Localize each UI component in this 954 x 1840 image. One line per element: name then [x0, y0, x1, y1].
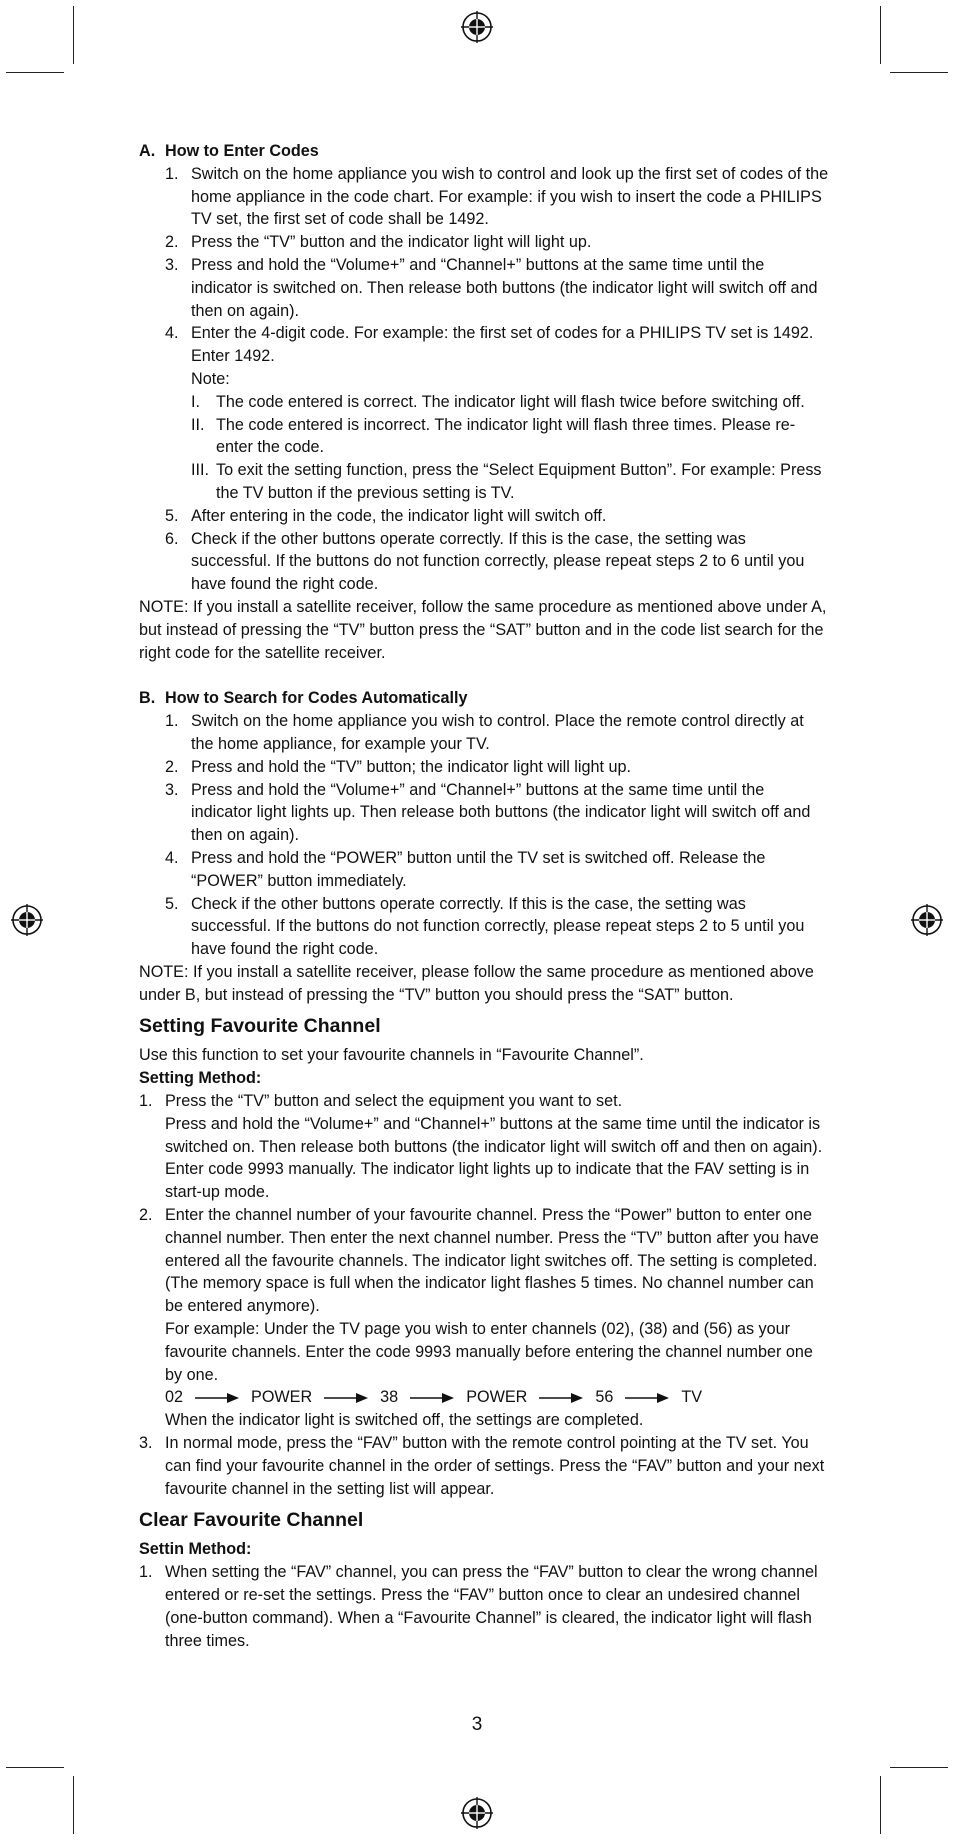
flow-token: POWER: [251, 1388, 313, 1407]
section-b-steps: [139, 710, 829, 961]
list-item: [139, 1561, 829, 1652]
section-b-note: NOTE: If you install a satellite receiver, please follow the same procedure as mentioned above under B, but instead of pressing the “TV” button you should press the “SAT” button.: [139, 962, 814, 1004]
crop-mark: [6, 1767, 64, 1768]
step-text: Check if the other buttons operate correctly. If this is the case, the setting was successful. If the buttons do not function correctly, please repeat steps 2 to 6 until you have found the right code.: [191, 529, 805, 594]
list-item: [139, 505, 829, 528]
flow-token: POWER: [466, 1388, 528, 1407]
favourite-steps: [139, 1090, 829, 1500]
list-item: [139, 254, 829, 322]
page-number: 3: [471, 1714, 483, 1735]
note-text: The code entered is incorrect. The indicator light will flash three times. Please re-enter the code.: [216, 415, 796, 457]
step-number: 4.: [165, 848, 179, 867]
list-item: [139, 322, 829, 504]
right-arrow-icon: [324, 1392, 368, 1404]
step-number: 1.: [139, 1092, 153, 1111]
setting-method-label: Setting Method:: [139, 1069, 262, 1088]
flow-token: TV: [681, 1388, 703, 1407]
crop-mark: [890, 72, 948, 73]
roman-number: III.: [191, 461, 209, 480]
crop-mark: [890, 1767, 948, 1768]
list-item: [139, 1090, 829, 1204]
roman-number: I.: [191, 392, 200, 411]
step-text: Check if the other buttons operate correctly. If this is the case, the setting was successful. If the buttons do not function correctly, please repeat steps 2 to 5 until you have found the right code.: [191, 894, 805, 959]
list-item: [139, 528, 829, 596]
list-item: [139, 847, 829, 893]
clear-heading: Clear Favourite Channel: [139, 1509, 364, 1532]
step-number: 1.: [165, 712, 179, 731]
step-number: 3.: [139, 1434, 153, 1453]
step-text: Enter the channel number of your favourite channel. Press the “Power” button to enter one channel number. Then enter the next channel number. Press the “TV” button after you have entered all the favourite channels. The indicator light switches off. The setting is completed. (The memory space is full when the indicator light flashes 5 times. No channel number can be entered anymore).: [165, 1206, 819, 1316]
right-arrow-icon: [539, 1392, 583, 1404]
section-b-heading: [139, 687, 829, 710]
page-content: [139, 140, 829, 1652]
step-text: Press and hold the “POWER” button until the TV set is switched off. Release the “POWER” button immediately.: [191, 848, 766, 890]
note-list: [191, 391, 829, 505]
step-text: Switch on the home appliance you wish to control. Place the remote control directly at the home appliance, for example your TV.: [191, 712, 804, 753]
settin-method-label: Settin Method:: [139, 1540, 252, 1559]
list-item: [139, 163, 829, 231]
step-text: Press and hold the “Volume+” and “Channel+” buttons at the same time until the indicator light lights up. Then release both buttons (the indicator light will switch off and then on again).: [191, 780, 811, 845]
list-item: [139, 756, 829, 779]
step-text: Switch on the home appliance you wish to control and look up the first set of codes of the home appliance in the code chart. For example: if you wish to insert the code a PHILIPS TV set, the first set of code shall be 1492.: [191, 164, 829, 229]
step-text: Press and hold the “Volume+” and “Channel+” buttons at the same time until the indicator is switched on. Then release both buttons (the indicator light will switch off and then on again).: [191, 255, 818, 320]
list-item: [139, 1432, 829, 1500]
channel-flow: [165, 1386, 829, 1409]
section-a-heading: [139, 140, 829, 163]
crop-mark: [880, 6, 881, 64]
step-text: Enter the 4-digit code. For example: the first set of codes for a PHILIPS TV set is 1492. Enter 1492.: [191, 324, 814, 366]
flow-token: 02: [165, 1388, 184, 1407]
list-item: [139, 710, 829, 756]
step-number: 2.: [165, 233, 179, 252]
note-item: [191, 391, 829, 414]
note-item: [191, 414, 829, 460]
registration-target-icon: [460, 1796, 494, 1830]
right-arrow-icon: [195, 1392, 239, 1404]
step-text: Press and hold the “TV” button; the indicator light will light up.: [191, 757, 631, 776]
step-number: 6.: [165, 529, 179, 548]
step-text: Press and hold the “Volume+” and “Channel+” buttons at the same time until the indicator is switched on. Then release both buttons (the indicator light will switch off and then on again).: [165, 1114, 823, 1156]
roman-number: II.: [191, 415, 205, 434]
clear-steps: [139, 1561, 829, 1652]
step-text: Enter code 9993 manually. The indicator light lights up to indicate that the FAV setting is in start-up mode.: [165, 1160, 810, 1202]
right-arrow-icon: [625, 1392, 669, 1404]
step-number: 2.: [165, 757, 179, 776]
crop-mark: [6, 72, 64, 73]
step-text: Press the “TV” button and select the equipment you want to set.: [165, 1092, 623, 1111]
crop-mark: [880, 1776, 881, 1834]
note-item: [191, 459, 829, 505]
step-text: In normal mode, press the “FAV” button with the remote control pointing at the TV set. You can find your favourite channel in the order of settings. Press the “FAV” button and your next favourite channel in the setting list will appear.: [165, 1434, 825, 1498]
step-number: 5.: [165, 506, 179, 525]
step-number: 5.: [165, 894, 179, 913]
crop-mark: [73, 6, 74, 64]
right-arrow-icon: [410, 1392, 454, 1404]
section-a-note: NOTE: If you install a satellite receiver, follow the same procedure as mentioned above under A, but instead of pressing the “TV” button press the “SAT” button and in the code list search for the right code for the satellite receiver.: [139, 597, 827, 662]
step-number: 2.: [139, 1206, 153, 1225]
crop-mark: [73, 1776, 74, 1834]
section-letter: A.: [139, 142, 156, 160]
step-number: 3.: [165, 780, 179, 799]
step-number: 4.: [165, 324, 179, 343]
registration-target-icon: [10, 903, 44, 937]
step-text: After entering in the code, the indicator light will switch off.: [191, 506, 607, 525]
favourite-heading: Setting Favourite Channel: [139, 1015, 381, 1038]
flow-token: 56: [595, 1388, 614, 1407]
section-a-steps: [139, 163, 829, 596]
note-text: To exit the setting function, press the “Select Equipment Button”. For example: Press the TV button if the previous setting is TV.: [216, 461, 822, 502]
list-item: [139, 779, 829, 847]
note-text: The code entered is correct. The indicator light will flash twice before switching off.: [216, 392, 805, 411]
step-number: 3.: [165, 255, 179, 274]
registration-target-icon: [910, 903, 944, 937]
list-item: [139, 893, 829, 961]
section-letter: B.: [139, 689, 156, 708]
step-number: 1.: [139, 1563, 153, 1582]
section-title: How to Search for Codes Automatically: [165, 689, 468, 708]
note-label: Note:: [191, 369, 230, 388]
list-item: [139, 1204, 829, 1432]
step-text: For example: Under the TV page you wish to enter channels (02), (38) and (56) as your favourite channels. Enter the code 9993 manually before entering the channel number one by one.: [165, 1320, 813, 1384]
favourite-intro: Use this function to set your favourite channels in “Favourite Channel”.: [139, 1046, 644, 1065]
flow-token: 38: [380, 1388, 399, 1407]
step-text: When setting the “FAV” channel, you can press the “FAV” button to clear the wrong channel entered or re-set the settings. Press the “FAV” button once to clear an undesired channel (one-button command). When a “Favourite Channel” is cleared, the indicator light will flash three times.: [165, 1563, 818, 1650]
section-title: How to Enter Codes: [165, 142, 319, 160]
step-text: Press the “TV” button and the indicator light will light up.: [191, 233, 592, 252]
registration-target-icon: [460, 10, 494, 44]
list-item: [139, 231, 829, 254]
step-number: 1.: [165, 164, 179, 183]
step-text: When the indicator light is switched off, the settings are completed.: [165, 1411, 644, 1430]
